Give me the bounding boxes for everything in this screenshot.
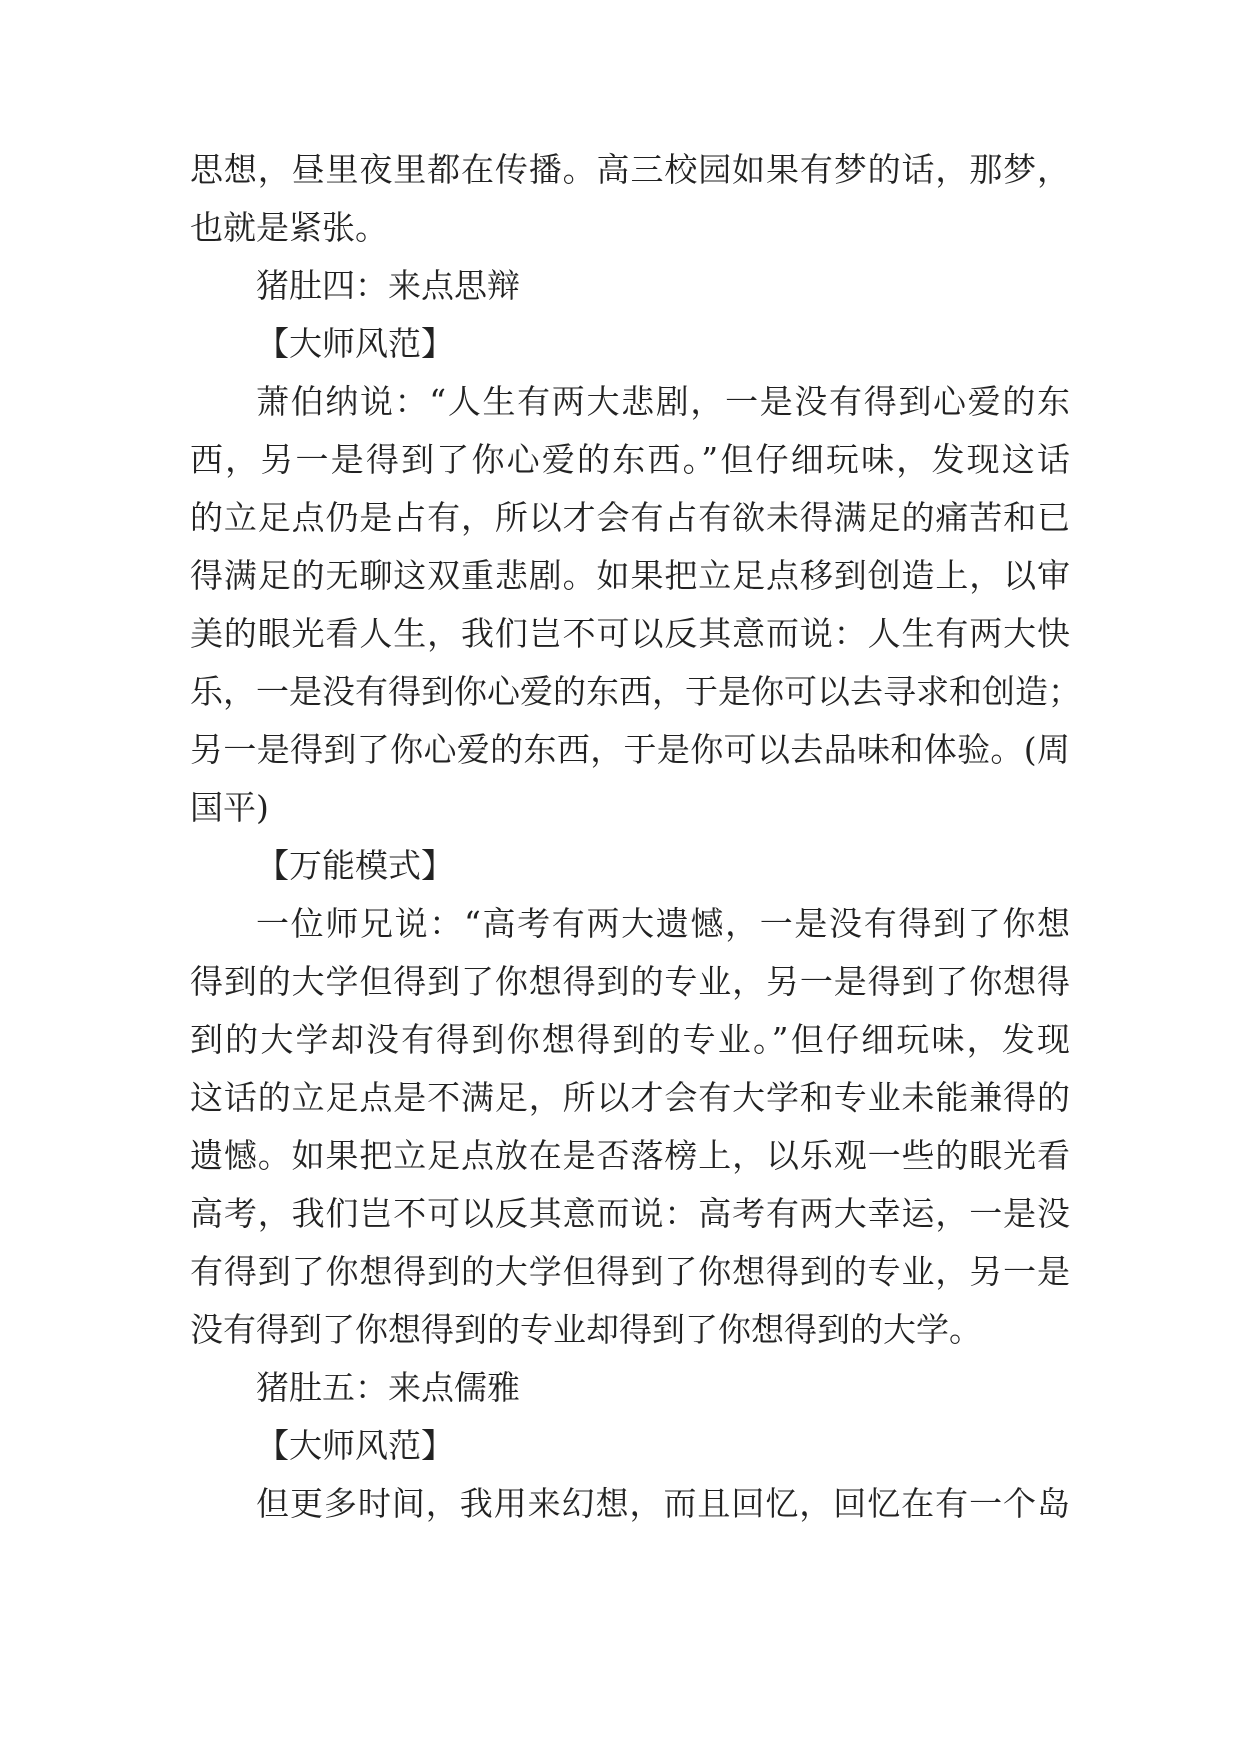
subsection-heading: 【大师风范】 [256,324,454,363]
paragraph-line: 得到的大学但得到了你想得到的专业，另一是得到了你想得 [190,962,1070,1001]
paragraph-line: 另一是得到了你心爱的东西，于是你可以去品味和体验。(周 [190,730,1070,769]
paragraph-line: 得满足的无聊这双重悲剧。如果把立足点移到创造上，以审 [190,556,1070,595]
paragraph-line: 乐，一是没有得到你心爱的东西，于是你可以去寻求和创造； [190,672,1081,711]
paragraph-line: 也就是紧张。 [190,208,388,247]
paragraph-line: 到的大学却没有得到你想得到的专业。”但仔细玩味，发现 [190,1020,1070,1059]
paragraph-line: 这话的立足点是不满足，所以才会有大学和专业未能兼得的 [190,1078,1070,1117]
paragraph-line: 国平) [190,788,269,827]
paragraph-line: 没有得到了你想得到的专业却得到了你想得到的大学。 [190,1310,982,1349]
subsection-heading: 【大师风范】 [256,1426,454,1465]
paragraph-line: 高考，我们岂不可以反其意而说：高考有两大幸运，一是没 [190,1194,1070,1233]
section-heading: 猪肚五：来点儒雅 [256,1368,520,1407]
paragraph-line: 思想，昼里夜里都在传播。高三校园如果有梦的话，那梦， [190,150,1070,189]
paragraph-line: 有得到了你想得到的大学但得到了你想得到的专业，另一是 [190,1252,1070,1291]
paragraph-line: 萧伯纳说：“人生有两大悲剧，一是没有得到心爱的东 [256,382,1070,421]
paragraph-line: 遗憾。如果把立足点放在是否落榜上，以乐观一些的眼光看 [190,1136,1070,1175]
subsection-heading: 【万能模式】 [256,846,454,885]
paragraph-line: 西，另一是得到了你心爱的东西。”但仔细玩味，发现这话 [190,440,1070,479]
section-heading: 猪肚四：来点思辩 [256,266,520,305]
paragraph-line: 一位师兄说：“高考有两大遗憾，一是没有得到了你想 [256,904,1070,943]
paragraph-line: 的立足点仍是占有，所以才会有占有欲未得满足的痛苦和已 [190,498,1070,537]
paragraph-line: 但更多时间，我用来幻想，而且回忆，回忆在有一个岛 [256,1484,1070,1523]
paragraph-line: 美的眼光看人生，我们岂不可以反其意而说：人生有两大快 [190,614,1070,653]
